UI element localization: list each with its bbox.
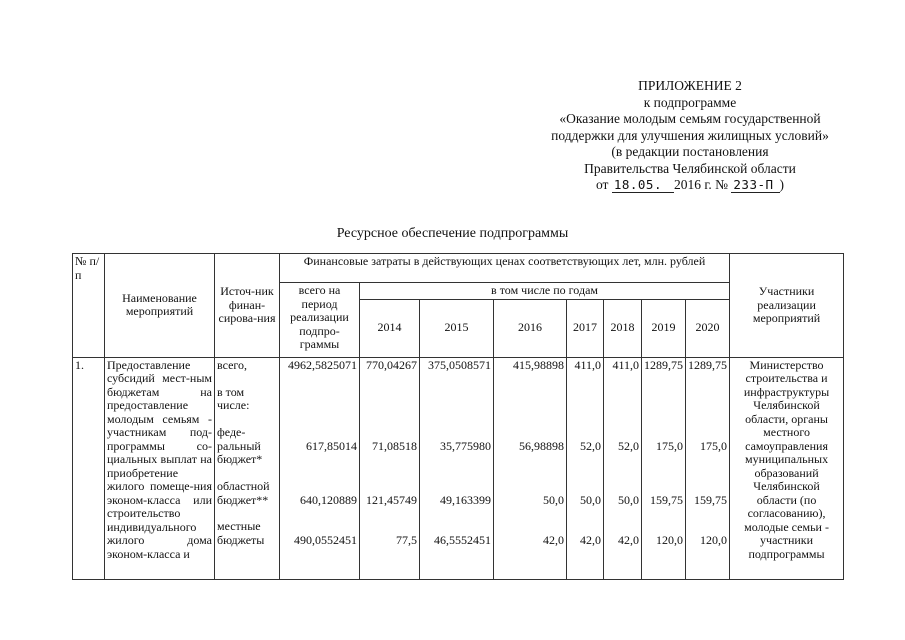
header-line: Правительства Челябинской области — [584, 160, 796, 176]
value-all: 770,04267 — [366, 357, 417, 372]
value-regional: 640,120889 — [300, 492, 357, 507]
header-year: 2016 — [494, 299, 567, 357]
value-regional: 50,0 — [580, 492, 601, 507]
header-year: 2020 — [686, 299, 730, 357]
date-value: 18.05. — [612, 177, 674, 193]
value-regional: 50,0 — [618, 492, 639, 507]
source-incl: в том числе: — [217, 384, 250, 412]
value-regional: 159,75 — [650, 492, 683, 507]
value-regional: 159,75 — [694, 492, 728, 507]
cell-2014 — [360, 357, 420, 579]
header-year: 2014 — [360, 299, 420, 357]
value-federal: 175,0 — [656, 438, 683, 453]
value-local: 46,5552451 — [434, 533, 491, 547]
row-num: 1. — [73, 357, 105, 579]
header-line: поддержки для улучшения жилищных условий» — [551, 127, 829, 143]
cell-2016 — [494, 357, 567, 579]
source-regional: областной бюджет** — [217, 479, 270, 507]
value-all: 4962,5825071 — [288, 357, 357, 372]
value-local: 490,0552451 — [294, 533, 357, 547]
header-num: № п/п — [73, 254, 105, 358]
value-all: 1289,75 — [688, 357, 728, 372]
value-local: 42,0 — [580, 533, 601, 547]
header-costs: Финансовые затраты в действующих ценах соответствующих лет, млн. рублей — [280, 254, 730, 283]
header-line: к подпрограмме — [643, 94, 737, 110]
appendix-title: ПРИЛОЖЕНИЕ 2 — [638, 78, 742, 93]
value-federal: 71,08518 — [372, 438, 417, 453]
page-title: Ресурсное обеспечение подпрограммы — [336, 226, 569, 241]
header-year: 2018 — [604, 299, 642, 357]
decree-date-line — [480, 177, 900, 194]
source-federal: феде-ральный бюджет* — [217, 425, 263, 466]
header-total: всего на период реализации подпро-граммы — [280, 283, 360, 358]
header-name: Наименование мероприятий — [105, 254, 215, 358]
header-line: (в редакции постановления — [611, 144, 769, 159]
cell-2020 — [686, 357, 730, 579]
value-federal: 175,0 — [700, 438, 728, 453]
cell-2018 — [604, 357, 642, 579]
header-source: Источ-ник финан-сирова-ния — [215, 254, 280, 358]
value-federal: 617,85014 — [306, 438, 357, 453]
value-regional: 50,0 — [543, 492, 564, 507]
header-year: 2015 — [420, 299, 494, 357]
value-local: 120,0 — [700, 533, 728, 547]
cell-total — [280, 357, 360, 579]
row-participants: Министерство строительства и инфраструктуры Челябинской области, органы местного самоуправления муниципальных образований Челябинской области (по согласованию), молодые семьи - участники подпрограммы — [730, 357, 844, 579]
value-local: 120,0 — [656, 533, 683, 547]
header-year: 2017 — [567, 299, 604, 357]
date-prefix: от — [595, 177, 609, 192]
value-regional: 49,163399 — [440, 492, 491, 507]
value-all: 415,98898 — [513, 357, 564, 372]
cell-2019 — [642, 357, 686, 579]
value-federal: 56,98898 — [519, 438, 564, 453]
source-all: всего, — [217, 357, 248, 372]
value-all: 375,0508571 — [428, 357, 491, 372]
header-participants: Участники реализации мероприятий — [730, 254, 844, 358]
value-all: 1289,75 — [644, 357, 683, 372]
value-federal: 52,0 — [580, 438, 601, 453]
value-local: 42,0 — [543, 533, 564, 547]
header-year: 2019 — [642, 299, 686, 357]
row-name: Предоставление субсидий мест-ным бюджетам на предоставление молодым семьям - участникам под-программы со-циальных выплат на приобретение жилого помеще-ния эконом-класса или строительство индивидуального жилого дома эконом-класса и — [105, 357, 215, 579]
header-line: «Оказание молодым семьям государственной — [559, 111, 821, 126]
value-federal: 52,0 — [618, 438, 639, 453]
cell-2015 — [420, 357, 494, 579]
date-year: 2016 г. № — [673, 177, 729, 192]
header-by-years: в том числе по годам — [360, 283, 730, 300]
value-all: 411,0 — [612, 357, 639, 372]
cell-2017 — [567, 357, 604, 579]
decree-number: 233-П — [731, 177, 779, 193]
table-row — [73, 357, 844, 579]
value-regional: 121,45749 — [366, 492, 417, 507]
source-local: местные бюджеты — [217, 519, 265, 547]
value-local: 77,5 — [396, 533, 417, 547]
date-suffix: ) — [779, 177, 785, 192]
appendix-header — [480, 78, 900, 194]
value-federal: 35,775980 — [440, 438, 491, 453]
value-local: 42,0 — [618, 533, 639, 547]
resource-table — [72, 253, 844, 580]
value-all: 411,0 — [574, 357, 601, 372]
row-sources — [215, 357, 280, 579]
